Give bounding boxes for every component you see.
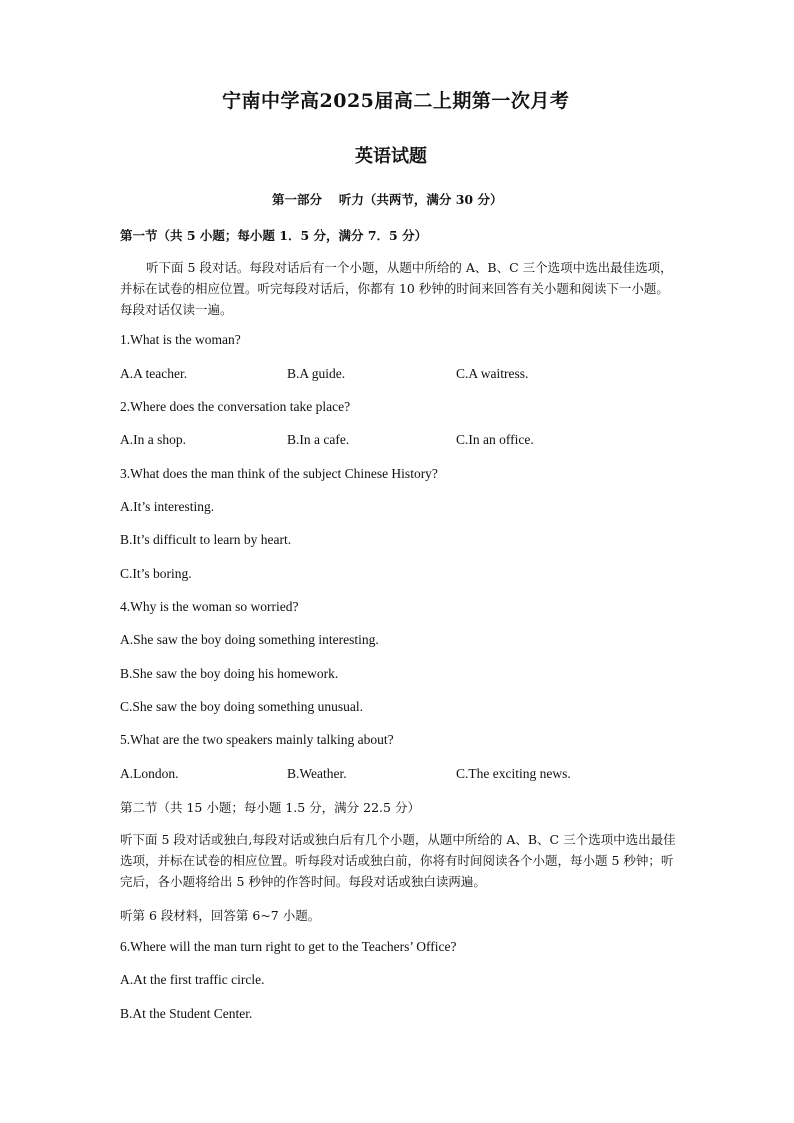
material-note: 听第 6 段材料，回答第 6~7 小题。 xyxy=(120,908,321,923)
question-6-stem: 6.Where will the man turn right to get to the Teachers’ Office? xyxy=(120,939,457,954)
exam-subtitle: 英语试题 xyxy=(355,146,427,167)
question-6-option-b: B.At the Student Center. xyxy=(120,1006,253,1021)
question-1-option-c: C.A waitress. xyxy=(456,366,529,381)
question-3-option-a: A.It’s interesting. xyxy=(120,499,215,514)
section1-heading: 第一节（共 5 小题；每小题 1．5 分，满分 7．5 分） xyxy=(120,228,428,243)
section2-heading: 第二节（共 15 小题；每小题 1.5 分，满分 22.5 分） xyxy=(120,800,420,815)
question-3-option-c: C.It’s boring. xyxy=(120,566,192,581)
question-4-option-a: A.She saw the boy doing something interesting. xyxy=(120,632,379,647)
section1-instructions: 听下面 5 段对话。每段对话后有一个小题，从题中所给的 A、B、C 三个选项中选出最佳选项，并标在试卷的相应位置。听完每段对话后，你都有 10 秒钟的时间来回答有关小题和阅读下一小题。每段对话仅读一遍。 xyxy=(120,260,673,317)
question-5-option-c: C.The exciting news. xyxy=(456,766,571,781)
section2-instructions: 听下面 5 段对话或独白,每段对话或独白后有几个小题，从题中所给的 A、B、C 三个选项中选出最佳选项，并标在试卷的相应位置。听每段对话或独白前，你将有时间阅读各个小题，每小题 5 秒钟；听完后，各小题将给出 5 秒钟的作答时间。每段对话或独白读两遍。 xyxy=(120,832,676,889)
question-2-option-c: C.In an office. xyxy=(456,432,534,447)
question-4-option-c: C.She saw the boy doing something unusual. xyxy=(120,699,363,714)
question-2-option-b: B.In a cafe. xyxy=(287,432,350,447)
question-1-option-a: A.A teacher. xyxy=(120,366,188,381)
question-5-option-a: A.London. xyxy=(120,766,179,781)
question-5-option-b: B.Weather. xyxy=(287,766,347,781)
question-1-stem: 1.What is the woman? xyxy=(120,332,241,347)
question-4-stem: 4.Why is the woman so worried? xyxy=(120,599,299,614)
question-4-option-b: B.She saw the boy doing his homework. xyxy=(120,666,339,681)
question-3-stem: 3.What does the man think of the subject Chinese History? xyxy=(120,466,438,481)
question-2-option-a: A.In a shop. xyxy=(120,432,186,447)
question-2-stem: 2.Where does the conversation take place? xyxy=(120,399,351,414)
part-heading: 第一部分 听力（共两节，满分 30 分） xyxy=(272,192,503,207)
exam-title: 宁南中学高2025届高二上期第一次月考 xyxy=(222,90,570,112)
question-5-stem: 5.What are the two speakers mainly talking about? xyxy=(120,732,394,747)
question-3-option-b: B.It’s difficult to learn by heart. xyxy=(120,532,292,547)
question-6-option-a: A.At the first traffic circle. xyxy=(120,972,265,987)
question-1-option-b: B.A guide. xyxy=(287,366,346,381)
